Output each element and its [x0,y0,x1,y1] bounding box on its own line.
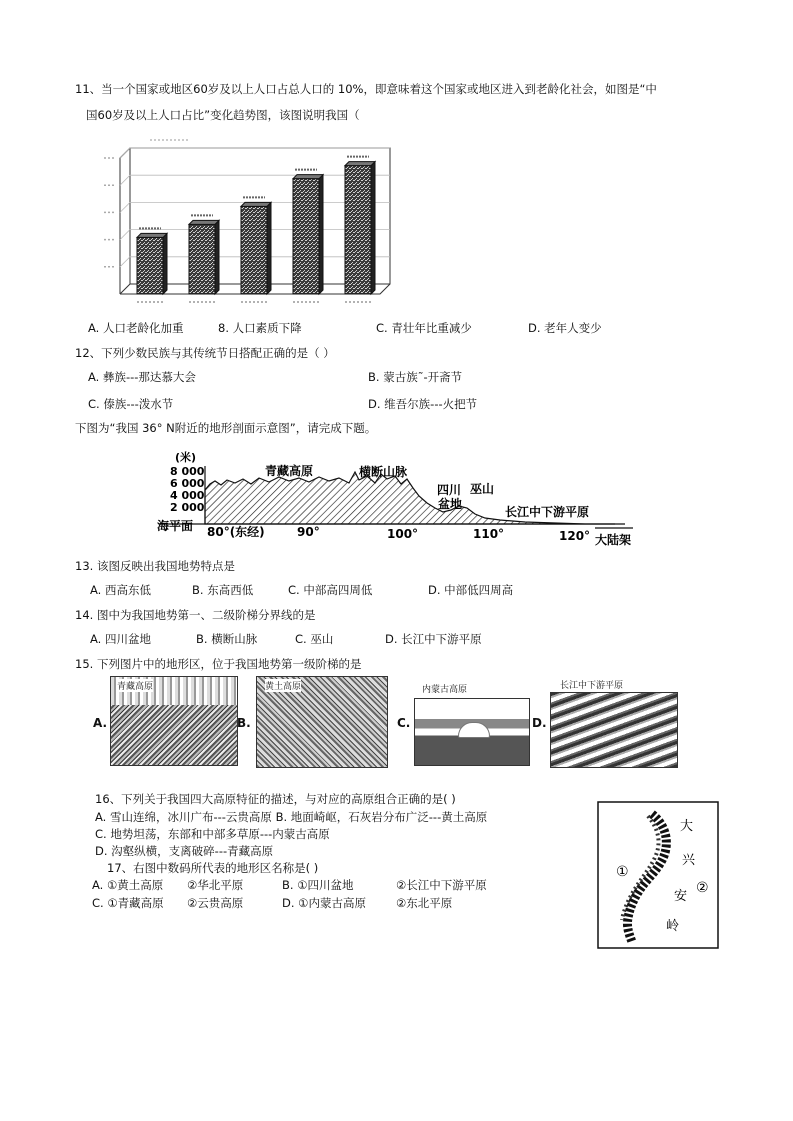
q15-letter-d[interactable]: D. [532,716,547,730]
q17-option-b-2[interactable]: ②长江中下游平原 [396,878,487,892]
profile-label-wushan: 巫山 [470,482,495,496]
chart-bar-front [345,166,371,294]
photo-loess[interactable] [256,676,388,768]
q14-stem: 14. 图中为我国地势第一、二级阶梯分界线的是 [75,608,316,622]
q15-letter-b[interactable]: B. [237,716,251,730]
chart-bar-side [163,233,167,294]
map-marker-2: ② [696,880,709,896]
profile-intro: 下图为“我国 36° N附近的地形剖面示意图”，请完成下题。 [75,421,377,435]
q17-option-c-1[interactable]: C. ①青藏高原 [92,896,164,910]
photo-caption-d: 长江中下游平原 [560,681,624,691]
photo-inner-mongolia[interactable] [412,680,530,766]
map-char-xing: 兴 [682,853,696,868]
q13-option-d[interactable]: D. 中部低四周高 [428,583,514,597]
q12-option-d[interactable]: D. 维吾尔族---火把节 [368,397,478,411]
q11-stem-line2: 国60岁及以上人口占比”变化趋势图，该图说明我国（ [86,108,360,122]
chart-gridline-diagonal [120,257,130,267]
q12-stem: 12、下列少数民族与其传统节日搭配正确的是（ ） [75,346,335,360]
q16-option-c[interactable]: C. 地势坦荡，东部和中部多草原---内蒙古高原 [95,827,330,841]
photo-caption-a: 青藏高原 [117,679,153,692]
profile-xtick-120: 120° [559,529,591,543]
profile-ytick-4000: 4 000 [170,489,205,502]
chart-bar-top [345,162,375,166]
profile-xtick-80: 80°(东经) [207,525,265,539]
profile-xtick-90: 90° [297,525,320,539]
q15-letter-c[interactable]: C. [397,716,411,730]
chart-bar-front [189,224,215,294]
q13-stem: 13. 该图反映出我国地势特点是 [75,559,235,573]
khingan-map [596,800,722,952]
q11-option-d[interactable]: D. 老年人变少 [528,321,602,335]
q12-option-a[interactable]: A. 彝族---那达慕大会 [88,370,196,384]
map-marker-1: ① [616,864,629,880]
chart-bar-top [137,233,167,237]
photo-caption-b: 黄土高原 [265,679,301,692]
q11-option-b[interactable]: 8. 人口素质下降 [218,321,302,335]
photo-caption-c: 内蒙古高原 [422,685,468,695]
q12-option-c[interactable]: C. 傣族---泼水节 [88,397,174,411]
q11-option-c[interactable]: C. 青壮年比重减少 [376,321,472,335]
chart-gridline-diagonal [120,230,130,240]
profile-xtick-110: 110° [473,527,505,541]
profile-sea-level: 海平面 [157,519,194,533]
chart-bar-top [189,220,219,224]
chart-bar-side [319,175,323,294]
profile-label-hengduan: 横断山脉 [359,465,408,479]
profile-xtick-100: 100° [387,527,419,541]
q13-option-c[interactable]: C. 中部高四周低 [288,583,373,597]
map-char-da: 大 [680,819,694,834]
photo-yangtze-plain[interactable] [546,676,678,768]
q13-option-b[interactable]: B. 东高西低 [192,583,254,597]
q17-option-a-1[interactable]: A. ①黄土高原 [92,878,164,892]
chart-bar-side [371,162,375,294]
terrain-profile [155,448,645,550]
chart-bar [189,215,219,302]
map-char-an: 安 [674,889,688,904]
chart-bar-front [137,237,163,294]
q11-stem-line1: 11、当一个国家或地区60岁及以上人口占总人口的 10%，即意味着这个国家或地区进入到老龄化社会，如图是“中 [75,82,657,96]
chart-bar-top [241,202,271,206]
q14-option-b[interactable]: B. 横断山脉 [196,632,258,646]
q16-stem: 16、下列关于我国四大高原特征的描述，与对应的高原组合正确的是( ) [95,792,456,806]
q17-option-d-2[interactable]: ②东北平原 [396,896,453,910]
chart-bar-front [241,206,267,294]
chart-bar-top [293,175,323,179]
q16-option-ab[interactable]: A. 雪山连绵，冰川广布---云贵高原 B. 地面崎岖，石灰岩分布广泛---黄土高原 [95,810,488,824]
q15-letter-a[interactable]: A. [93,716,108,730]
chart-bar [293,170,323,302]
profile-label-sichuan: 四川 [437,483,462,497]
profile-label-qinghai-tibet: 青藏高原 [265,464,314,478]
q17-option-d-1[interactable]: D. ①内蒙古高原 [282,896,366,910]
profile-ytick-6000: 6 000 [170,477,205,490]
q14-option-d[interactable]: D. 长江中下游平原 [385,632,482,646]
chart-bar [137,228,167,302]
chart-bar [345,157,375,302]
aging-bar-chart [90,128,400,310]
q17-stem: 17、右图中数码所代表的地形区名称是( ) [107,861,319,875]
chart-bar-side [215,220,219,294]
q15-stem: 15. 下列图片中的地形区，位于我国地势第一级阶梯的是 [75,657,362,671]
profile-label-yangtze-plain: 长江中下游平原 [505,505,590,519]
profile-label-basin: 盆地 [438,497,463,511]
q17-option-b-1[interactable]: B. ①四川盆地 [282,878,354,892]
q17-option-a-2[interactable]: ②华北平原 [187,878,244,892]
photo-qinghai-tibet[interactable] [110,676,238,766]
q13-option-a[interactable]: A. 西高东低 [90,583,151,597]
q17-option-c-2[interactable]: ②云贵高原 [187,896,244,910]
chart-gridline-diagonal [120,148,130,158]
chart-gridline-diagonal [120,202,130,212]
q12-option-b[interactable]: B. 蒙古族˜-开斋节 [368,370,463,384]
chart-bar [241,197,271,302]
profile-label-shelf: 大陆架 [595,533,632,547]
q16-option-d[interactable]: D. 沟壑纵横，支离破碎---青藏高原 [95,844,274,858]
q11-option-a[interactable]: A. 人口老龄化加重 [88,321,184,335]
profile-unit: (米) [175,451,197,464]
profile-ytick-8000: 8 000 [170,465,205,478]
chart-bar-front [293,179,319,294]
profile-ytick-2000: 2 000 [170,501,205,514]
chart-gridline-diagonal [120,175,130,185]
chart-bar-side [267,202,271,294]
q14-option-c[interactable]: C. 巫山 [295,632,334,646]
map-char-ling: 岭 [666,919,680,934]
q14-option-a[interactable]: A. 四川盆地 [90,632,151,646]
